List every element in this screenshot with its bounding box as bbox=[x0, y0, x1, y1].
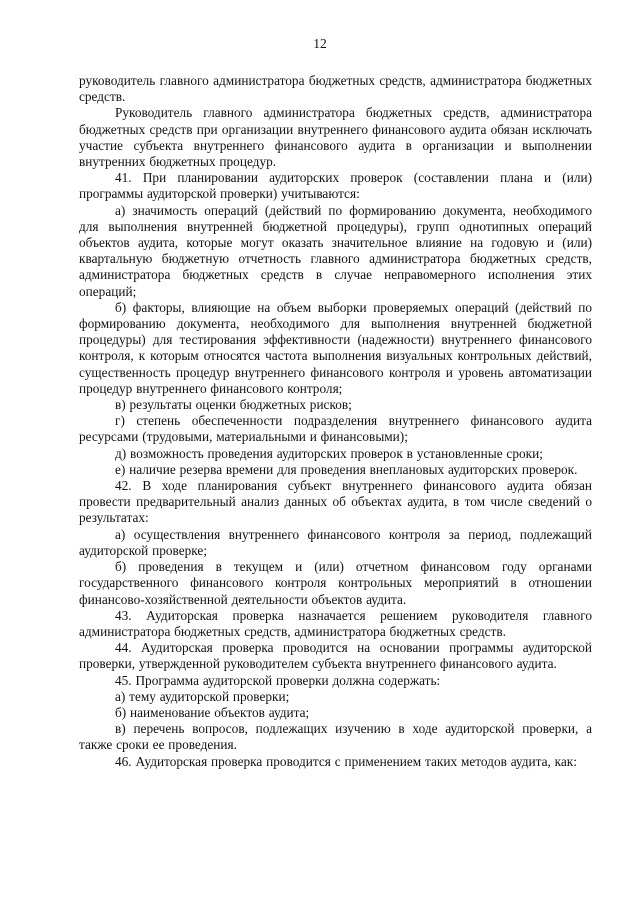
paragraph: Руководитель главного администратора бюджетных средств, администратора бюджетных средств при организации внутреннего финансового аудита обязан исключать участие субъекта внутреннего финансового аудита в организации и выполнении внутренних бюджетных процедур. bbox=[79, 105, 592, 170]
paragraph: 45. Программа аудиторской проверки должна содержать: bbox=[115, 672, 441, 688]
paragraph: 44. Аудиторская проверка проводится на основании программы аудиторской проверки, утвержденной руководителем субъекта внутреннего финансового аудита. bbox=[79, 640, 592, 672]
list-item: д) возможность проведения аудиторских проверок в установленные сроки; bbox=[115, 445, 543, 461]
paragraph: 41. При планировании аудиторских проверок (составлении плана и (или) программы аудиторской проверки) учитываются: bbox=[79, 170, 592, 202]
list-item: е) наличие резерва времени для проведения внеплановых аудиторских проверок. bbox=[115, 461, 578, 477]
list-item: в) перечень вопросов, подлежащих изучению в ходе аудиторской проверки, а также сроки ее проведения. bbox=[79, 721, 592, 753]
page-number: 12 bbox=[313, 36, 327, 51]
list-item: г) степень обеспеченности подразделения внутреннего финансового аудита ресурсами (трудовыми, материальными и финансовыми); bbox=[79, 413, 592, 445]
list-item: б) наименование объектов аудита; bbox=[115, 704, 310, 720]
paragraph: 46. Аудиторская проверка проводится с применением таких методов аудита, как: bbox=[115, 753, 577, 769]
list-item: а) тему аудиторской проверки; bbox=[115, 688, 290, 704]
paragraph: руководитель главного администратора бюджетных средств, администратора бюджетных средств. bbox=[79, 73, 592, 105]
list-item: а) значимость операций (действий по формированию документа, необходимого для выполнения внутренней бюджетной процедуры), групп однотипных операций объектов аудита, которые могут оказать значительное влияние на годовую и (или) квартальную бюджетную отчетность главного администратора бюджетных средств, администратора бюджетных средств в случае неправомерного исполнения этих операций; bbox=[79, 202, 592, 299]
paragraph: 43. Аудиторская проверка назначается решением руководителя главного администратора бюджетных средств, администратора бюджетных средств. bbox=[79, 607, 592, 639]
list-item: б) проведения в текущем и (или) отчетном финансовом году органами государственного финансового контроля контрольных мероприятий в отношении финансово-хозяйственной деятельности объектов аудита. bbox=[79, 559, 592, 607]
list-item: в) результаты оценки бюджетных рисков; bbox=[115, 397, 352, 413]
paragraph: 42. В ходе планирования субъект внутреннего финансового аудита обязан провести предварительный анализ данных об объектах аудита, в том числе сведений о результатах: bbox=[79, 478, 592, 526]
document-body bbox=[79, 73, 592, 770]
list-item: а) осуществления внутреннего финансового контроля за период, подлежащий аудиторской проверке; bbox=[79, 526, 592, 558]
list-item: б) факторы, влияющие на объем выборки проверяемых операций (действий по формированию документа, необходимого для выполнения внутренней бюджетной процедуры) для тестирования эффективности (надежности) внутреннего финансового контроля, к которым относятся частота выполнения визуальных контрольных действий, существенность процедур внутреннего финансового контроля и уровень автоматизации процедур внутреннего финансового контроля; bbox=[79, 299, 592, 396]
